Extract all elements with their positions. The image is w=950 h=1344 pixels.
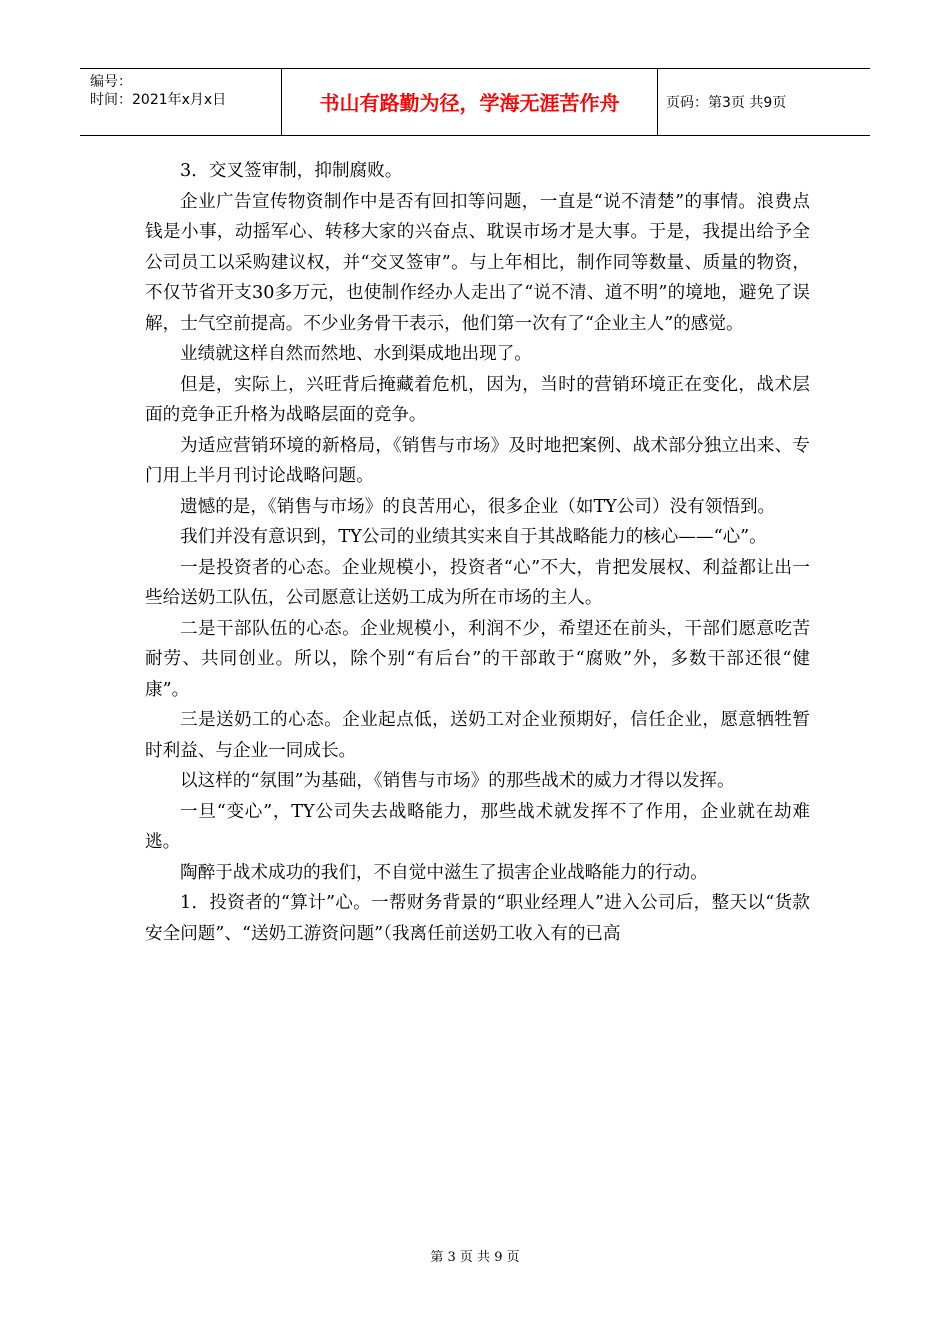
document-header	[80, 68, 870, 136]
paragraph: 业绩就这样自然而然地、水到渠成地出现了。	[180, 344, 532, 364]
paragraph: 遗憾的是，《销售与市场》的良苦用心，很多企业（如TY公司）没有领悟到。	[180, 496, 776, 517]
paragraph: 一是投资者的心态。企业规模小，投资者“心”不大，肯把发展权、利益都让出一些给送奶工队伍，公司愿意让送奶工成为所在市场的主人。	[145, 557, 810, 608]
header-page-code: 页码：第3页 共9页	[666, 95, 787, 111]
paragraph: 我们并没有意识到，TY公司的业绩其实来自于其战略能力的核心——“心”。	[180, 527, 767, 547]
header-motto: 书山有路勤为径，学海无涯苦作舟	[319, 91, 620, 115]
paragraph: 三是送奶工的心态。企业起点低，送奶工对企业预期好，信任企业，愿意牺牲暂时利益、与企业一同成长。	[145, 710, 810, 761]
header-motto-cell	[282, 69, 658, 135]
paragraph: 1．投资者的“算计”心。一帮财务背景的“职业经理人”进入公司后，整天以“货款安全问题”、“送奶工游资问题”（我离任前送奶工收入有的已高	[145, 893, 810, 944]
document-body	[145, 156, 810, 949]
paragraph: 但是，实际上，兴旺背后掩藏着危机，因为，当时的营销环境正在变化，战术层面的竞争正升格为战略层面的竞争。	[145, 374, 810, 425]
paragraph: 为适应营销环境的新格局，《销售与市场》及时地把案例、战术部分独立出来、专门用上半月刊讨论战略问题。	[145, 435, 810, 486]
page-footer: 第 3 页 共 9 页	[430, 1250, 520, 1265]
document-date: 时间：2021年x月x日	[90, 92, 227, 108]
header-left-cell	[80, 69, 282, 135]
paragraph: 企业广告宣传物资制作中是否有回扣等问题，一直是“说不清楚”的事情。浪费点钱是小事，动摇军心、转移大家的兴奋点、耽误市场才是大事。于是，我提出给予全公司员工以采购建议权，并“交叉签审”。与上年相比，制作同等数量、质量的物资，不仅节省开支30多万元，也使制作经办人走出了“说不清、道不明”的境地，避免了误解，士气空前提高。不少业务骨干表示，他们第一次有了“企业主人”的感觉。	[145, 191, 810, 334]
paragraph: 二是干部队伍的心态。企业规模小，利润不少，希望还在前头，干部们愿意吃苦耐劳、共同创业。所以，除个别“有后台”的干部敢于“腐败”外，多数干部还很“健康”。	[145, 618, 810, 700]
paragraph: 以这样的“氛围”为基础，《销售与市场》的那些战术的威力才得以发挥。	[180, 771, 735, 791]
paragraph: 3．交叉签审制，抑制腐败。	[180, 161, 403, 181]
paragraph: 陶醉于战术成功的我们，不自觉中滋生了损害企业战略能力的行动。	[180, 862, 708, 883]
header-right-cell	[658, 69, 870, 135]
paragraph: 一旦“变心”，TY公司失去战略能力，那些战术就发挥不了作用，企业就在劫难逃。	[145, 801, 810, 852]
document-number-label: 编号：	[90, 74, 132, 90]
